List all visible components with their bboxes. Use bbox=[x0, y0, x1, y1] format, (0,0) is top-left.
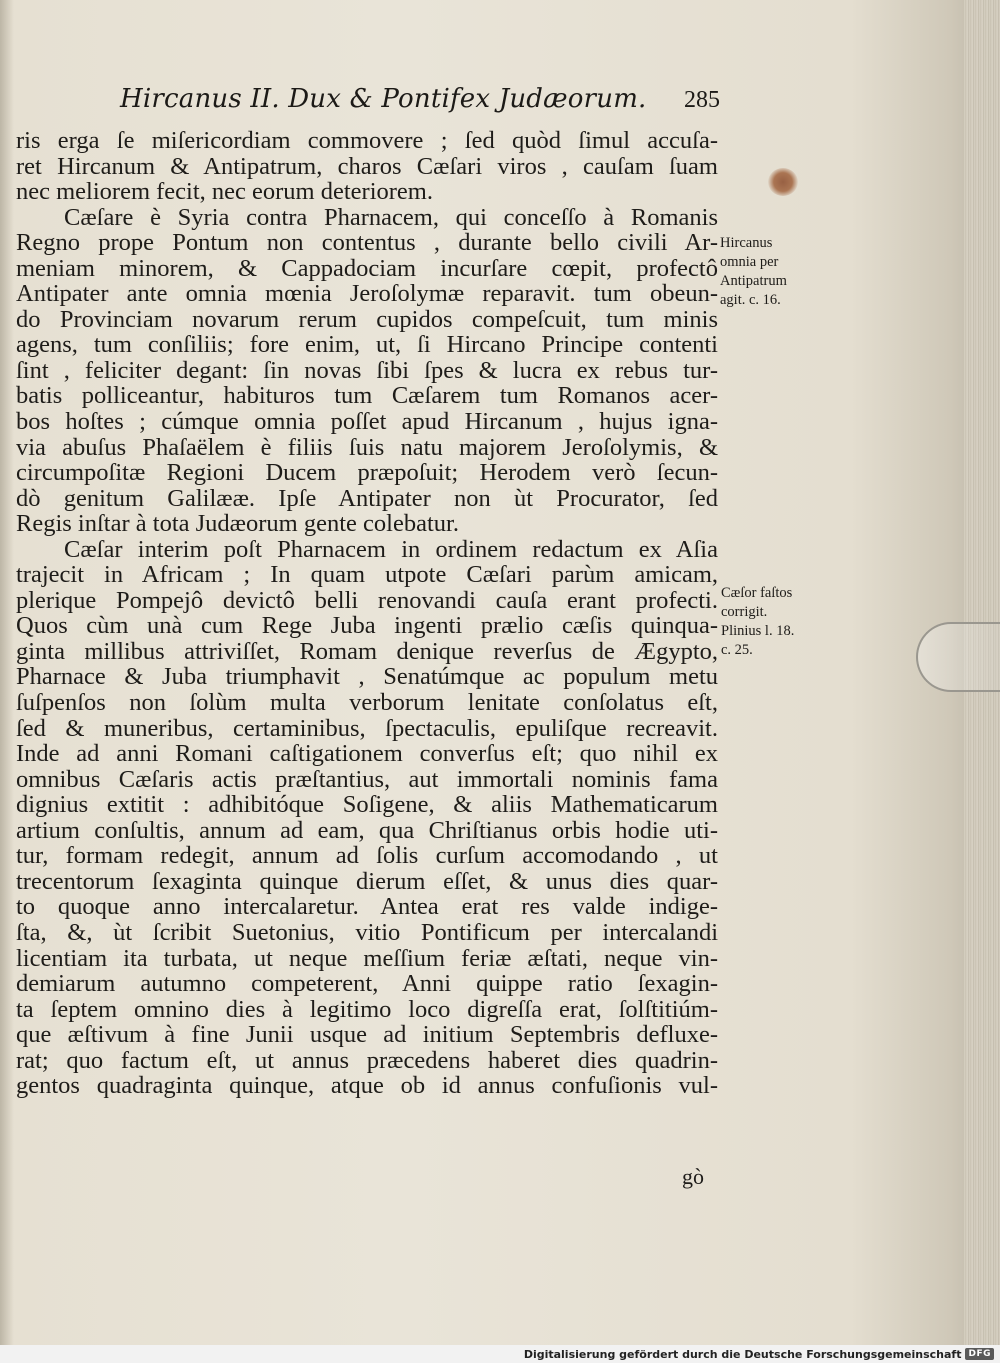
text-line: nec meliorem fecit, nec eorum deteriorem. bbox=[16, 178, 433, 206]
text-line: Regis inſtar à tota Judæorum gente colebatur. bbox=[16, 510, 459, 538]
catchword: gò bbox=[682, 1164, 704, 1189]
gutter-shadow bbox=[0, 0, 14, 1345]
running-head bbox=[120, 84, 720, 124]
text-line: ſuſpenſos non ſolùm multa verborum lenitate conſolatus eſt, bbox=[16, 689, 718, 717]
text-line: que æſtivum à fine Junii usque ad initium Septembris defluxe- bbox=[16, 1021, 718, 1049]
text-line: bos hoſtes ; cúmque omnia poſſet apud Hircanum , hujus igna- bbox=[16, 408, 718, 436]
page-clip bbox=[916, 622, 1000, 692]
text-line: Pharnace & Juba triumphavit , Senatúmque ac populum metu bbox=[16, 663, 718, 691]
marginal-line: Plinius l. 18. bbox=[721, 623, 795, 639]
text-line: Regno prope Pontum non contentus , durante bello civili Ar- bbox=[16, 229, 718, 257]
text-line: do Provinciam novarum rerum cupidos compeſcuit, tum minis bbox=[16, 305, 718, 333]
text-line: demiarum autumno competerent, Anni quippe ratio ſexagin- bbox=[16, 970, 718, 998]
text-line: rat; quo factum eſt, ut annus præcedens haberet dies quadrin- bbox=[16, 1046, 718, 1074]
dfg-logo: DFG bbox=[965, 1348, 994, 1360]
text-line: tur, formam redegit, annum ad ſolis curſum accomodando , ut bbox=[16, 842, 718, 870]
text-line: Antipater ante omnia mœnia Jeroſolymæ reparavit. tum obeun- bbox=[16, 280, 718, 308]
marginal-line: agit. c. 16. bbox=[720, 292, 781, 308]
text-line: ret Hircanum & Antipatrum, charos Cæſari viros , cauſam ſuam bbox=[16, 152, 718, 180]
text-line: dignius extitit : adhibitóque Soſigene, & aliis Mathematicarum bbox=[16, 791, 718, 819]
text-line: ginta millibus attriviſſet, Romam denique reverſus de Ægypto, bbox=[16, 637, 718, 665]
text-line: licentiam ita turbata, ut neque meſſium feriæ æſtati, neque vin- bbox=[16, 944, 718, 972]
text-line: Cæſar interim poſt Pharnacem in ordinem redactum ex Aſia bbox=[64, 535, 718, 563]
text-line: to quoque anno intercalaretur. Antea erat res valde indige- bbox=[16, 893, 718, 921]
text-line: artium conſultis, annum ad eam, qua Chriſtianus orbis hodie uti- bbox=[16, 816, 718, 844]
text-line: circumpoſitæ Regioni Ducem præpoſuit; Herodem verò ſecun- bbox=[16, 459, 718, 487]
text-line: ris erga ſe miſericordiam commovere ; ſed quòd ſimul accuſa- bbox=[16, 127, 718, 154]
body-text bbox=[16, 128, 718, 1099]
marginal-line: Cæſor faſtos bbox=[721, 585, 793, 601]
marginal-line: Hircanus bbox=[720, 235, 773, 251]
text-line: via abuſus Phaſaëlem è filiis ſuis natu majorem Jeroſolymis, & bbox=[16, 433, 718, 461]
ink-stain bbox=[768, 168, 798, 196]
marginal-line: c. 25. bbox=[721, 642, 753, 658]
marginal-note-hircanus bbox=[720, 234, 830, 310]
marginal-line: corrigit. bbox=[721, 604, 768, 620]
page-number: 285 bbox=[684, 87, 720, 113]
text-line: Cæſare è Syria contra Pharnacem, qui conceſſo à Romanis bbox=[64, 203, 718, 231]
text-line: Quos cùm unà cum Rege Juba ingenti prælio cæſis quinqua- bbox=[16, 612, 718, 640]
text-line: gentos quadraginta quinque, atque ob id annus confuſionis vul- bbox=[16, 1072, 718, 1100]
text-line: ta ſeptem omnino dies à legitimo loco digreſſa erat, ſolſtitiúm- bbox=[16, 995, 718, 1023]
text-line: Inde ad anni Romani caſtigationem converſus eſt; quo nihil ex bbox=[16, 740, 718, 768]
footer-credit: Digitalisierung gefördert durch die Deutsche Forschungsgemeinschaft bbox=[523, 1347, 962, 1361]
text-line: agens, tum conſiliis; fore enim, ut, ſi Hircano Principe contenti bbox=[16, 331, 718, 359]
text-line: ſta, &, ùt ſcribit Suetonius, vitio Pontificum per intercalandi bbox=[16, 918, 718, 946]
marginal-line: Antipatrum bbox=[720, 273, 787, 289]
text-line: plerique Pompejô devictô belli renovandi cauſa erant profecti. bbox=[16, 586, 718, 614]
text-line: dò genitum Galilææ. Ipſe Antipater non ùt Procurator, ſed bbox=[16, 484, 718, 512]
marginal-note-caesar bbox=[721, 584, 831, 660]
text-line: trecentorum ſexaginta quinque dierum eſſet, & unus dies quar- bbox=[16, 867, 718, 895]
footer-bar bbox=[0, 1345, 1000, 1363]
text-line: batis polliceantur, habituros tum Cæſarem tum Romanos acer- bbox=[16, 382, 718, 410]
text-line: trajecit in Africam ; In quam utpote Cæſari parùm amicam, bbox=[16, 561, 718, 589]
text-line: meniam minorem, & Cappadociam incurſare cœpit, profectô bbox=[16, 254, 718, 282]
running-title: Hircanus II. Dux & Pontifex Judæorum. bbox=[120, 84, 647, 114]
text-line: ſed & muneribus, certaminibus, ſpectaculis, epuliſque recreavit. bbox=[16, 714, 718, 742]
text-line: ſint , feliciter degant: ſin novas ſibi ſpes & lucra ex rebus tur- bbox=[16, 356, 718, 384]
text-line: omnibus Cæſaris actis præſtantius, aut immortali nominis fama bbox=[16, 765, 718, 793]
marginal-line: omnia per bbox=[720, 254, 779, 270]
